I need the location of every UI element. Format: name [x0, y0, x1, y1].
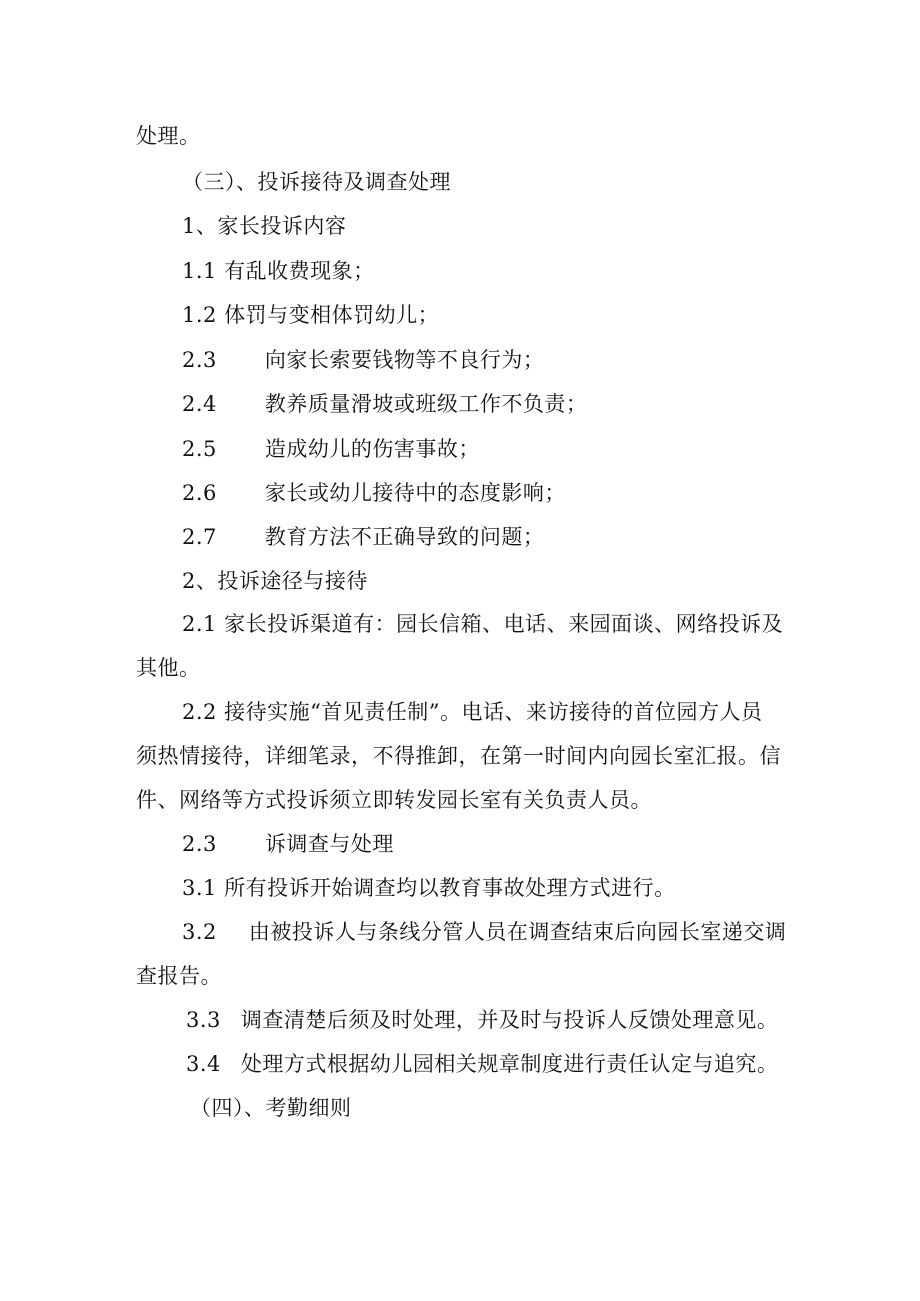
paragraph-line	[182, 917, 786, 947]
paragraph-continuation	[136, 121, 201, 151]
list-item	[182, 434, 480, 464]
list-item-number: 3.4	[186, 1052, 221, 1076]
heading-text: 诉调查与处理	[264, 832, 394, 856]
paragraph-line	[186, 1049, 778, 1079]
list-item-text: 1.2 体罚与变相体罚幼儿；	[182, 303, 440, 327]
text-line: 3.1 所有投诉开始调查均以教育事故处理方式进行。	[182, 876, 676, 900]
paragraph-line	[182, 873, 676, 903]
list-item-number: 3.2	[182, 920, 217, 944]
list-item-number: 2.5	[182, 437, 217, 461]
text-line: 查报告。	[136, 964, 222, 988]
list-item-number: 2.4	[182, 392, 217, 416]
list-item	[182, 345, 544, 375]
heading-text: 2、投诉途径与接待	[182, 569, 368, 593]
list-item-text: 向家长索要钱物等不良行为；	[264, 348, 545, 372]
text-line: 须热情接待，详细笔录，不得推卸，在第一时间内向园长室汇报。信	[136, 744, 781, 768]
subheading-complaint-channels	[182, 566, 368, 596]
text-line: 其他。	[136, 656, 201, 680]
paragraph-line	[182, 697, 763, 727]
list-item-number: 2.6	[182, 481, 217, 505]
heading-text: 1、家长投诉内容	[182, 214, 347, 238]
list-item-number: 2.7	[182, 525, 217, 549]
paragraph-line	[136, 961, 222, 991]
list-item	[182, 389, 587, 419]
list-item-text: 造成幼儿的伤害事故；	[264, 437, 480, 461]
list-item-text: 1.1 有乱收费现象；	[182, 259, 375, 283]
text-line: 调查清楚后须及时处理，并及时与投诉人反馈处理意见。	[240, 1008, 779, 1032]
list-item-number: 3.3	[186, 1008, 221, 1032]
heading-text: （三）、投诉接待及调查处理	[182, 170, 451, 194]
list-item	[182, 522, 544, 552]
heading-text: （四）、考勤细则	[190, 1096, 352, 1120]
text-line: 件、网络等方式投诉须立即转发园长室有关负责人员。	[136, 788, 652, 812]
paragraph-line	[136, 653, 201, 683]
text-line: 2.2 接待实施“首见责任制”。电话、来访接待的首位园方人员	[182, 700, 763, 724]
text-line: 处理。	[136, 124, 201, 148]
list-item	[182, 478, 566, 508]
list-item-number: 2.3	[182, 348, 217, 372]
paragraph-line	[186, 1005, 778, 1035]
section-heading-4	[190, 1093, 352, 1123]
text-line: 2.1 家长投诉渠道有：园长信箱、电话、来园面谈、网络投诉及	[182, 612, 784, 636]
list-item-text: 教养质量滑坡或班级工作不负责；	[264, 392, 588, 416]
list-item-text: 教育方法不正确导致的问题；	[264, 525, 545, 549]
subheading-complaint-content	[182, 211, 346, 241]
paragraph-line	[136, 785, 652, 815]
list-item-number: 2.3	[182, 832, 217, 856]
subheading-investigation	[182, 829, 394, 859]
list-item-text: 家长或幼儿接待中的态度影响；	[264, 481, 566, 505]
text-line: 处理方式根据幼儿园相关规章制度进行责任认定与追究。	[240, 1052, 779, 1076]
paragraph-line	[136, 741, 781, 771]
text-line: 由被投诉人与条线分管人员在调查结束后向园长室递交调	[248, 920, 787, 944]
list-item	[182, 256, 375, 286]
section-heading-3	[182, 167, 451, 197]
list-item	[182, 300, 439, 330]
paragraph-line	[182, 609, 783, 639]
